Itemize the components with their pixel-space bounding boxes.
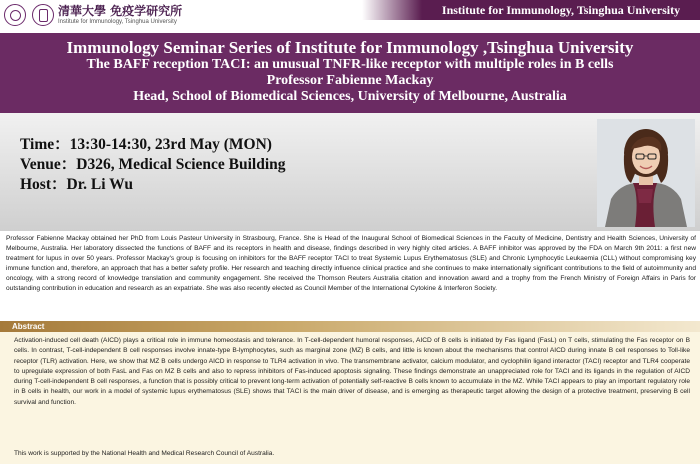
title-band [0,33,700,113]
institute-tab-fade [362,0,422,20]
institute-seal-icon [32,4,54,26]
speaker-portrait [597,119,695,227]
abstract-header-bar [0,321,700,332]
speaker-name: Professor Fabienne Mackay [266,73,434,88]
talk-title: The BAFF reception TACI: an unusual TNFR-like receptor with multiple roles in B cells [86,57,614,72]
seminar-series-title: Immunology Seminar Series of Institute for Immunology ,Tsinghua University [66,38,634,57]
institute-tab: Institute for Immunology, Tsinghua University [422,0,700,20]
event-host: Host：Dr. Li Wu [20,176,133,193]
speaker-biography: Professor Fabienne Mackay obtained her PhD from Louis Pasteur University in Strasbourg, France. She is Head of the Inaugural School of Biomedical Sciences in the Faculty of Medicine, Dentistry and Health Sciences, University of Melbourne, Australia. Her laboratory dissected the functions of BAFF and its receptors in health and disease, findings described in very highly cited articles. A BAFF inhibitor was approved by the FDA on March 9th 2011: a first new treatment for lupus in over 50 years. Professor Mackay's group is focusing on inhibitors for the BAFF receptor TACI to treat Systemic Lupus Erythematosus (SLE) and Chronic Lymphocytic Leukaemia (CLL) without compromising key immune function and, therefore, an approach that has a better safety profile. Her research and teaching directly influence clinical practice and she continues to make internationally significant contributions to the field of autoimmunity and oncology, with a strong record of knowledge translation and community engagement. She received the Thomson Reuters Australia citation and innovation award and a trophy from the French Ministry of Foreign Affairs in Paris for outstanding contribution in education and research as an expatriate. She was also recently elected as Council Member of the International Cytokine & Interferon Society. [6,235,696,292]
speaker-photo-icon [597,119,695,227]
logo-english-text: Institute for Immunology, Tsinghua University [58,18,177,25]
tsinghua-seal-icon [4,4,26,26]
event-info [20,135,286,195]
speaker-affiliation: Head, School of Biomedical Sciences, University of Melbourne, Australia [133,89,567,104]
top-header [0,0,700,29]
funding-note: This work is supported by the National Health and Medical Research Council of Australia. [14,450,275,457]
abstract-heading: Abstract [12,322,45,331]
abstract-body: Activation-induced cell death (AICD) plays a critical role in immune homeostasis and tolerance. In T-cell-dependent humoral responses, AICD of B cells is initiated by Fas ligand (FasL) on T cells, stimulating the Fas receptor on B cells. In contrast, T-cell-independent B cell responses involve innate-type B-lymphocytes, such as marginal zone (MZ) B cells, and little is known about the mechanisms that control AICD during innate B cell responses to Toll-like receptor (TLR) activation. Here, we show that MZ B cells undergo AICD in response to TLR4 activation in vivo. The transmembrane activator, calcium modulator, and cyclophilin ligand interactor (TACI) receptor and TLR4 cooperate to upregulate expression of both FasL and Fas on MZ B cells and also to repress inhibitors of Fas-induced apoptosis signaling. These findings demonstrate an unappreciated role for TACI and its ligands in the regulation of AICD during T-cell-independent B cell responses, a function that is possibly critical to prevent long-term activation of potentially self-reactive B cells known to accumulate in the MZ. While TACI appears to play an important regulatory role in B cells in health, our work in a model of systemic lupus erythematosus (SLE) shows that TACI is the main driver of disease, and is emerging as therapeutic target allowing the design of a protective treatment, preserving B cell survival and function. [14,337,690,406]
tsinghua-logo [4,2,182,27]
event-venue: Venue：D326, Medical Science Building [20,156,286,173]
event-time: Time：13:30-14:30, 23rd May (MON) [20,136,272,153]
logo-chinese-text: 清華大學 免疫学研究所 [58,3,183,18]
